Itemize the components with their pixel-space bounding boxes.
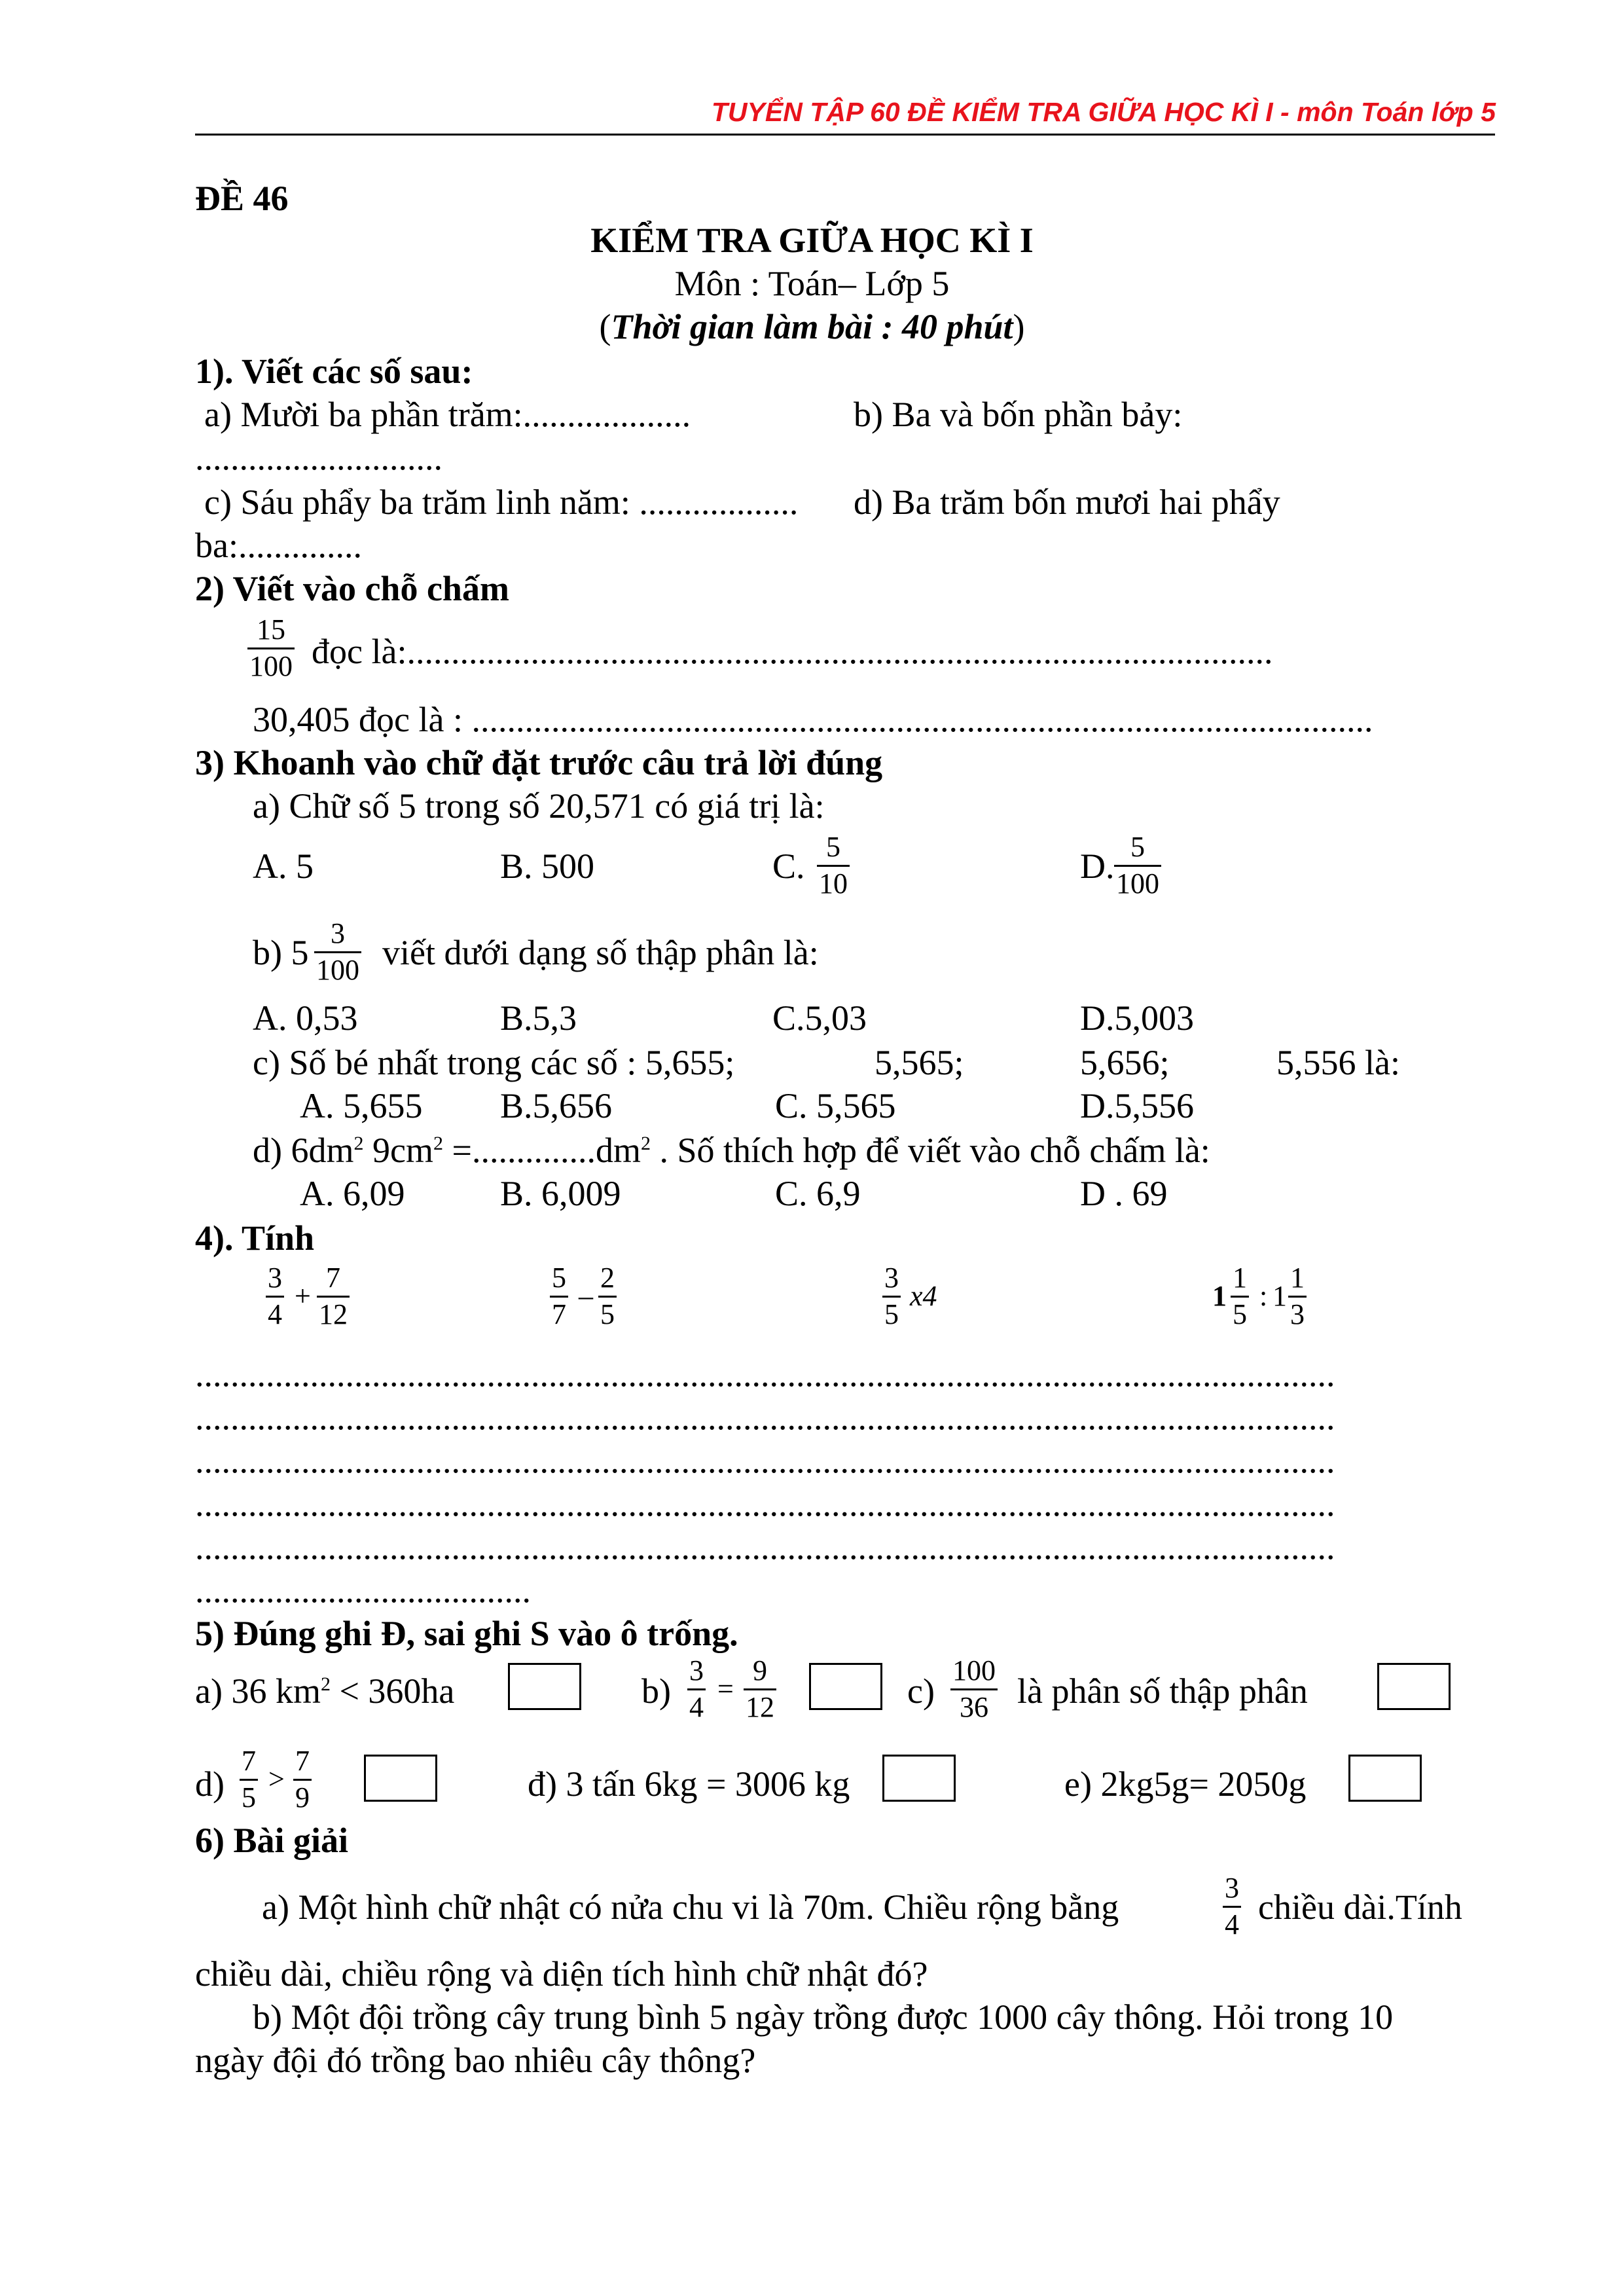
q5-b-fraction-1	[687, 1656, 706, 1722]
q5-b-fraction-2	[744, 1656, 776, 1722]
q4-e3-d1: 5	[884, 1298, 899, 1330]
q3-a-question: a) Chữ số 5 trong số 20,571 có giá trị là:	[253, 786, 825, 826]
q3-d-part-4: . Số thích hợp để viết vào chỗ chấm là:	[650, 1131, 1210, 1170]
q6-a-numerator: 3	[1225, 1872, 1239, 1904]
q5-heading-text: 5) Đúng ghi Đ, sai ghi S vào ô trống.	[195, 1614, 738, 1653]
q4-heading: 4). Tính	[195, 1218, 315, 1258]
q3-c-option-d: D.5,556	[1080, 1086, 1194, 1125]
q3-c-value-4: 5,556 là:	[1276, 1043, 1400, 1082]
q3-c-option-c: C. 5,565	[775, 1086, 896, 1125]
q3-b-suffix: viết dưới dạng số thập phân là:	[382, 933, 819, 972]
q5-d-answer-box[interactable]	[364, 1755, 437, 1802]
exam-time-close: )	[1013, 307, 1025, 346]
q6-heading: 6) Bài giải	[195, 1821, 349, 1860]
exam-subject: Môn : Toán– Lớp 5	[674, 264, 950, 303]
q4-expr1-operator: +	[295, 1280, 311, 1312]
exam-time-open: (	[599, 307, 611, 346]
q2-line-1: đọc là:..................................................................................................	[312, 632, 1273, 671]
q5-d-fraction-2	[293, 1747, 312, 1812]
q4-expr3-fraction	[882, 1264, 901, 1329]
q3-a-option-d-fraction	[1114, 833, 1161, 898]
q3-b-option-c: C.5,03	[772, 998, 867, 1038]
q1-d: d) Ba trăm bốn mươi hai phẩy	[854, 483, 1280, 522]
q3-b-numerator: 3	[331, 917, 345, 949]
q4-answer-line: .................................................................................................................................	[195, 1398, 1335, 1437]
header-rule	[195, 134, 1495, 136]
q3-d-sup-1: 2	[353, 1133, 364, 1154]
q3-b-option-b: B.5,3	[500, 998, 577, 1038]
exam-number: ĐỀ 46	[195, 179, 289, 218]
q3-d-option-b: B. 6,009	[500, 1174, 621, 1213]
q4-e3-n1: 3	[884, 1262, 899, 1294]
q4-e1-n1: 3	[268, 1262, 282, 1294]
q3-a-option-a: A. 5	[253, 847, 314, 886]
q5-a-sup: 2	[320, 1673, 331, 1695]
q6-a-fraction	[1223, 1874, 1241, 1939]
q4-expr3-suffix: x4	[910, 1280, 937, 1312]
q4-e2-d2: 5	[600, 1298, 615, 1330]
q3-d-sup-3: 2	[640, 1133, 651, 1154]
q5-heading	[195, 1616, 738, 1651]
q3-b-option-d: D.5,003	[1080, 998, 1194, 1038]
q5-b-d2: 12	[746, 1691, 774, 1723]
q4-answer-line: ......................................	[195, 1571, 531, 1610]
q3-b-fraction	[314, 919, 361, 985]
q5-dd-answer-box[interactable]	[882, 1755, 956, 1802]
q3-d-part-3: =..............dm	[442, 1131, 641, 1170]
q4-expr4-fraction-2	[1288, 1264, 1307, 1329]
q4-e4-n1: 1	[1233, 1262, 1247, 1294]
q5-a-part-2: < 360ha	[330, 1671, 455, 1711]
q5-b-n1: 3	[689, 1654, 704, 1686]
q4-e2-n1: 5	[552, 1262, 566, 1294]
q3-a-d-denominator: 100	[1116, 867, 1159, 900]
q5-a-statement	[195, 1673, 454, 1709]
q3-c-value-3: 5,656;	[1080, 1043, 1170, 1082]
exam-time-text: Thời gian làm bài : 40 phút	[611, 307, 1013, 346]
q5-a-part-1: a) 36 km	[195, 1671, 321, 1711]
q5-d-operator: >	[268, 1763, 285, 1795]
q3-a-option-c-fraction	[817, 833, 850, 898]
q4-e1-d1: 4	[268, 1298, 282, 1330]
q4-expr4-whole-1: 1	[1212, 1280, 1227, 1312]
q6-a-part-2: chiều dài.Tính	[1258, 1887, 1462, 1927]
q1-b-continuation: ............................	[195, 438, 442, 477]
q1-heading: 1). Viết các số sau:	[195, 352, 473, 391]
q3-d-option-a: A. 6,09	[300, 1174, 405, 1213]
q2-heading: 2) Viết vào chỗ chấm	[195, 569, 509, 608]
q4-e1-n2: 7	[326, 1262, 340, 1294]
q6-a-denominator: 4	[1225, 1908, 1239, 1941]
q4-expr4-fraction-1	[1231, 1264, 1249, 1329]
q3-a-c-numerator: 5	[826, 831, 840, 863]
q3-d-sup-2: 2	[433, 1133, 443, 1154]
q5-b-d1: 4	[689, 1691, 704, 1723]
q4-expr2-fraction-2	[598, 1264, 617, 1329]
q3-a-d-numerator: 5	[1130, 831, 1145, 863]
q3-d-option-c: C. 6,9	[775, 1174, 861, 1213]
q5-dd-statement: đ) 3 tấn 6kg = 3006 kg	[528, 1764, 850, 1804]
q1-d-continuation: ba:..............	[195, 526, 362, 565]
q3-a-c-denominator: 10	[819, 867, 848, 900]
q4-answer-line: .................................................................................................................................	[195, 1355, 1335, 1394]
q4-answer-line: .................................................................................................................................	[195, 1484, 1335, 1523]
q1-b: b) Ba và bốn phần bảy:	[854, 395, 1183, 434]
q2-fraction-denominator: 100	[249, 650, 293, 682]
q3-c-question: c) Số bé nhất trong các số : 5,655;	[253, 1043, 735, 1082]
q3-d-part-2: 9cm	[363, 1131, 433, 1170]
q5-d-d1: 5	[242, 1781, 256, 1813]
q3-a-option-d: D.	[1080, 847, 1115, 886]
q3-c-value-2: 5,565;	[875, 1043, 964, 1082]
q5-c-denominator: 36	[960, 1691, 988, 1723]
q2-fraction	[247, 615, 295, 681]
q4-expr1-fraction-1	[266, 1264, 284, 1329]
q4-e4-d2: 3	[1290, 1298, 1305, 1330]
q4-e1-d2: 12	[319, 1298, 348, 1330]
q5-c-answer-box[interactable]	[1377, 1663, 1451, 1710]
q4-e2-n2: 2	[600, 1262, 615, 1294]
q3-a-option-c: C.	[772, 847, 805, 886]
q3-d-option-d: D . 69	[1080, 1174, 1168, 1213]
q4-expr1-fraction-2	[317, 1264, 350, 1329]
q6-b-part-1: b) Một đội trồng cây trung bình 5 ngày trồng được 1000 cây thông. Hỏi trong 10	[253, 1997, 1394, 2037]
q5-b-label: b)	[641, 1671, 671, 1711]
q3-heading: 3) Khoanh vào chữ đặt trước câu trả lời đúng	[195, 743, 883, 782]
q4-answer-line: .................................................................................................................................	[195, 1441, 1335, 1480]
q5-b-answer-box[interactable]	[809, 1663, 882, 1710]
q2-line-2: 30,405 đọc là : ......................................................................................................	[253, 700, 1373, 739]
q3-b-prefix: b) 5	[253, 933, 309, 972]
q3-d-part-1: d) 6dm	[253, 1131, 354, 1170]
q5-d-fraction-1	[240, 1747, 258, 1812]
q4-expr4-whole-2: 1	[1272, 1280, 1287, 1312]
document-header-title: TUYỂN TẬP 60 ĐỀ KIỂM TRA GIỮA HỌC KÌ I - môn Toán lớp 5	[711, 97, 1496, 127]
q5-c-text: là phân số thập phân	[1017, 1671, 1308, 1711]
q5-d-n1: 7	[242, 1745, 256, 1777]
q4-e4-n2: 1	[1290, 1262, 1305, 1294]
q5-c-label: c)	[907, 1671, 935, 1711]
q4-e2-d1: 7	[552, 1298, 566, 1330]
q1-c: c) Sáu phẩy ba trăm linh năm: ..................	[204, 483, 799, 522]
q5-e-answer-box[interactable]	[1348, 1755, 1422, 1802]
q4-answer-line: .................................................................................................................................	[195, 1527, 1335, 1567]
q4-e4-d1: 5	[1233, 1298, 1247, 1330]
q3-c-option-b: B.5,656	[500, 1086, 613, 1125]
q3-c-option-a: A. 5,655	[300, 1086, 423, 1125]
q5-b-n2: 9	[753, 1654, 767, 1686]
q5-d-label: d)	[195, 1764, 225, 1804]
q5-c-fraction	[950, 1656, 998, 1722]
q5-a-answer-box[interactable]	[508, 1663, 581, 1710]
q5-c-numerator: 100	[952, 1654, 996, 1686]
q6-a-continuation: chiều dài, chiều rộng và diện tích hình chữ nhật đó?	[195, 1954, 928, 1994]
q6-b-continuation: ngày đội đó trồng bao nhiêu cây thông?	[195, 2041, 756, 2080]
q3-a-option-b: B. 500	[500, 847, 595, 886]
q3-b-option-a: A. 0,53	[253, 998, 358, 1038]
q5-e-statement: e) 2kg5g= 2050g	[1064, 1764, 1307, 1804]
q4-expr2-operator: –	[579, 1280, 593, 1312]
q5-b-operator: =	[717, 1673, 734, 1705]
q4-expr2-fraction-1	[550, 1264, 568, 1329]
exam-title: KIỂM TRA GIỮA HỌC KÌ I	[590, 221, 1034, 260]
q5-d-n2: 7	[295, 1745, 310, 1777]
q3-d-question	[253, 1133, 1210, 1168]
q1-a: a) Mười ba phần trăm:...................	[204, 395, 691, 434]
q5-d-d2: 9	[295, 1781, 310, 1813]
q2-fraction-numerator: 15	[257, 613, 285, 646]
q3-b-denominator: 100	[316, 954, 359, 986]
exam-time	[0, 309, 1624, 344]
q6-a-part-1: a) Một hình chữ nhật có nửa chu vi là 70m. Chiều rộng bằng	[262, 1887, 1119, 1927]
q4-expr4-operator: :	[1259, 1280, 1268, 1312]
